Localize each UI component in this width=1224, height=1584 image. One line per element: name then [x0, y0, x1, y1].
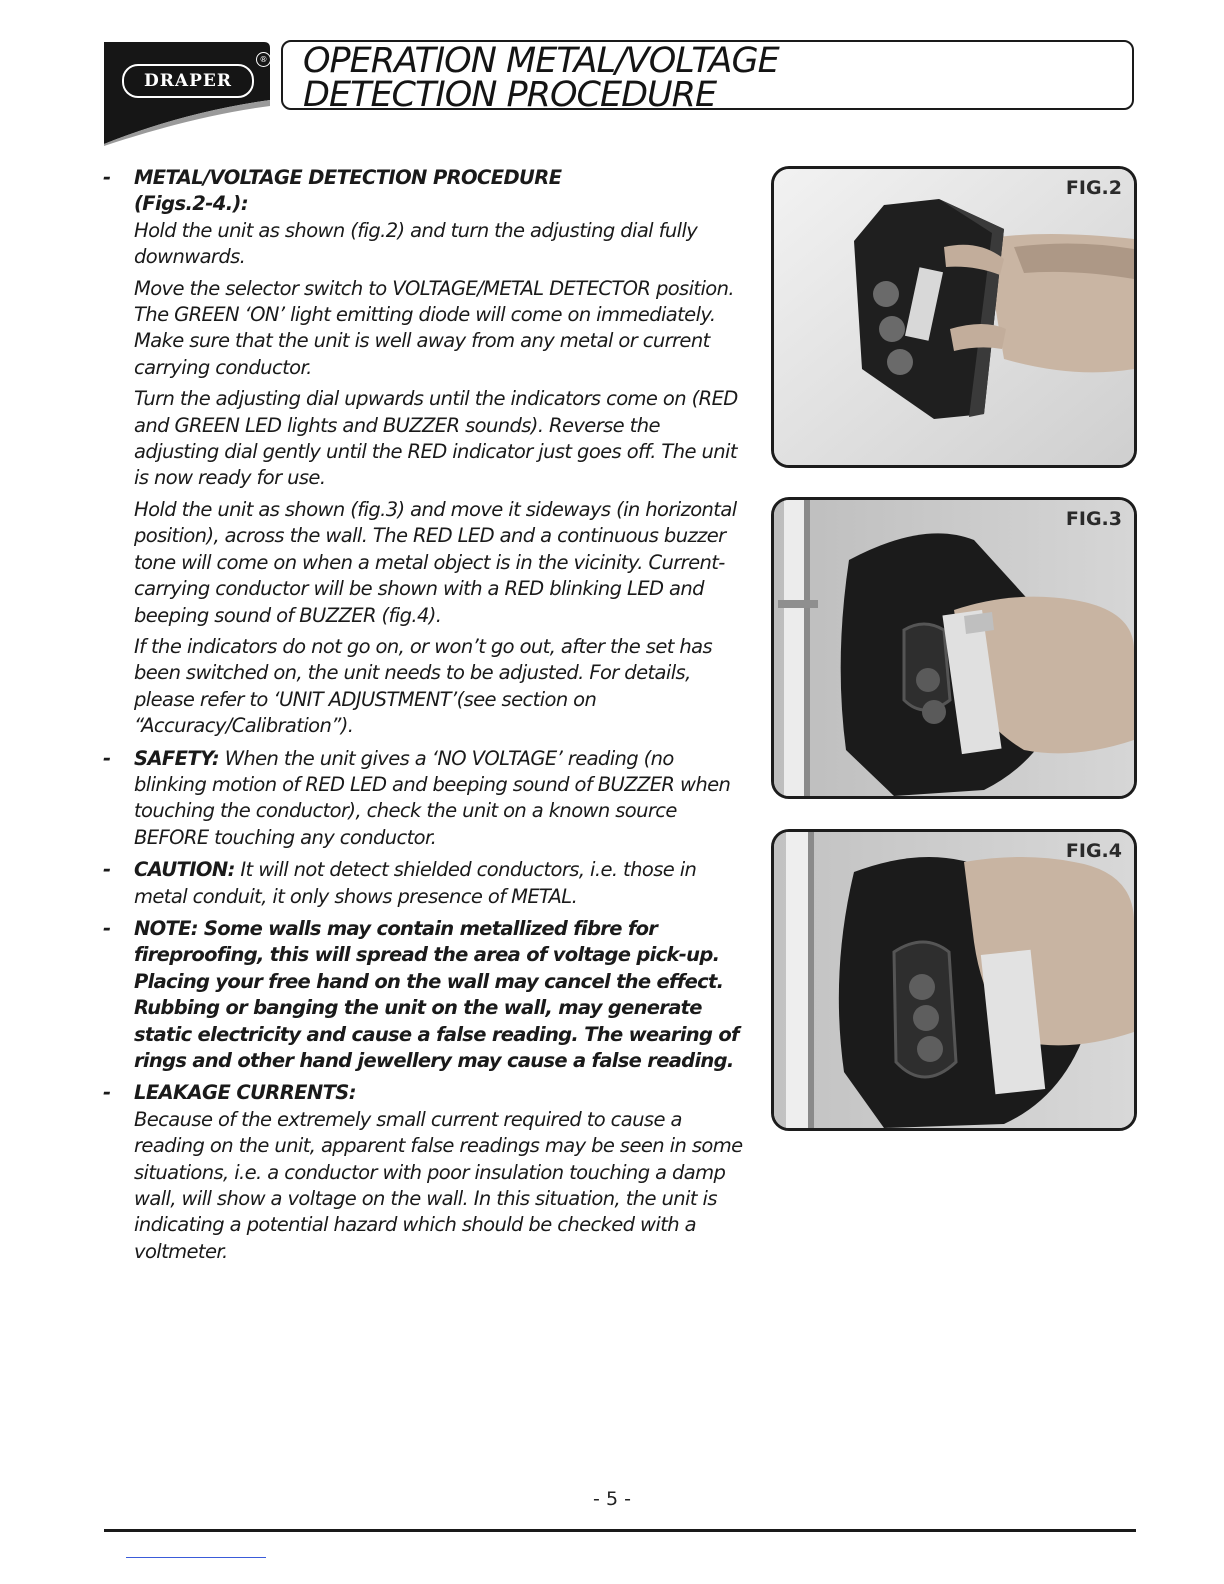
instructions-column — [103, 165, 743, 1271]
footer-divider — [104, 1529, 1136, 1532]
procedure-paragraph: Move the selector switch to VOLTAGE/METAL DETECTOR position. The GREEN ‘ON’ light emitting diode will come on immediately. Make sure that the unit is well away from any metal or current carrying conductor. — [134, 276, 734, 379]
safety-section — [103, 746, 743, 852]
safety-paragraph — [134, 746, 743, 852]
note-section — [103, 916, 743, 1074]
logo-wordmark: DRAPER — [122, 64, 254, 98]
procedure-section — [103, 165, 743, 740]
procedure-paragraph: Hold the unit as shown (fig.2) and turn the adjusting dial fully downwards. — [134, 218, 698, 269]
bullet-dash: - — [103, 858, 111, 882]
leakage-paragraph: Because of the extremely small current required to cause a reading on the unit, apparent false readings may be seen in some situations, i.e. a conductor with poor insulation touching a damp wall, will show a voltage on the wall. In this situation, the unit is indicating a potential hazard which should be checked with a voltmeter. — [134, 1107, 743, 1263]
procedure-heading — [134, 165, 743, 218]
procedure-paragraph: Hold the unit as shown (fig.3) and move it sideways (in horizontal position), across the wall. The RED LED and a continuous buzzer tone will come on when a metal object is in the vicinity. Current-carrying conductor will be shown with a RED blinking LED and beeping sound of BUZZER (fig.4). — [134, 497, 737, 627]
caution-text: It will not detect shielded conductors, i.e. those in metal conduit, it only shows presence of METAL. — [134, 858, 697, 908]
procedure-paragraph: If the indicators do not go on, or won’t go out, after the set has been switched on, the unit needs to be adjusted. For details, please refer to ‘UNIT ADJUSTMENT’(see section on “Accuracy/Calibration”). — [134, 634, 713, 738]
safety-text: When the unit gives a ‘NO VOLTAGE’ reading (no blinking motion of RED LED and beeping sound of BUZZER when touching the conductor), check the unit on a known source BEFORE touching any conductor. — [134, 746, 731, 849]
fig2-label: FIG.2 — [1065, 177, 1122, 199]
bullet-dash: - — [103, 746, 111, 770]
page-number: - 5 - — [593, 1488, 631, 1510]
page-title — [281, 40, 1134, 115]
fig3-label: FIG.3 — [1065, 508, 1122, 530]
registered-mark: ® — [256, 52, 271, 67]
brand-logo — [104, 40, 270, 146]
figure-4 — [771, 829, 1137, 1131]
page-title-line-1: OPERATION METAL/VOLTAGE — [303, 41, 779, 81]
footer-link-underline — [126, 1557, 266, 1558]
fig4-label: FIG.4 — [1065, 840, 1122, 862]
caution-paragraph — [134, 857, 743, 910]
procedure-heading-line-1: METAL/VOLTAGE DETECTION PROCEDURE — [134, 166, 562, 189]
figure-2 — [771, 166, 1137, 468]
page-title-line-2: DETECTION PROCEDURE — [303, 75, 717, 115]
leakage-section — [103, 1080, 743, 1265]
procedure-paragraph: Turn the adjusting dial upwards until the indicators come on (RED and GREEN LED lights and BUZZER sounds). Reverse the adjusting dial gently until the RED indicator just goes off. The unit is now ready for use. — [134, 387, 738, 490]
bullet-dash: - — [103, 1081, 111, 1105]
caution-section — [103, 857, 743, 910]
fig4-photo-illustration — [774, 832, 1134, 1128]
figure-3 — [771, 497, 1137, 799]
fig3-photo-illustration — [774, 500, 1134, 796]
bullet-dash: - — [103, 166, 111, 189]
leakage-heading: LEAKAGE CURRENTS: — [134, 1081, 356, 1105]
note-text: NOTE: Some walls may contain metallized fibre for fireproofing, this will spread the area of voltage pick-up. Placing your free hand on the wall may cancel the effect. Rubbing or banging the unit on the wall, may generate static electricity and cause a false reading. The wearing of rings and other hand jewellery may cause a false reading. — [134, 916, 739, 1072]
safety-label: SAFETY: — [134, 746, 220, 770]
caution-label: CAUTION: — [134, 858, 235, 882]
procedure-heading-line-2: (Figs.2-4.): — [134, 192, 249, 216]
fig2-photo-illustration — [774, 169, 1134, 465]
bullet-dash: - — [103, 916, 111, 940]
